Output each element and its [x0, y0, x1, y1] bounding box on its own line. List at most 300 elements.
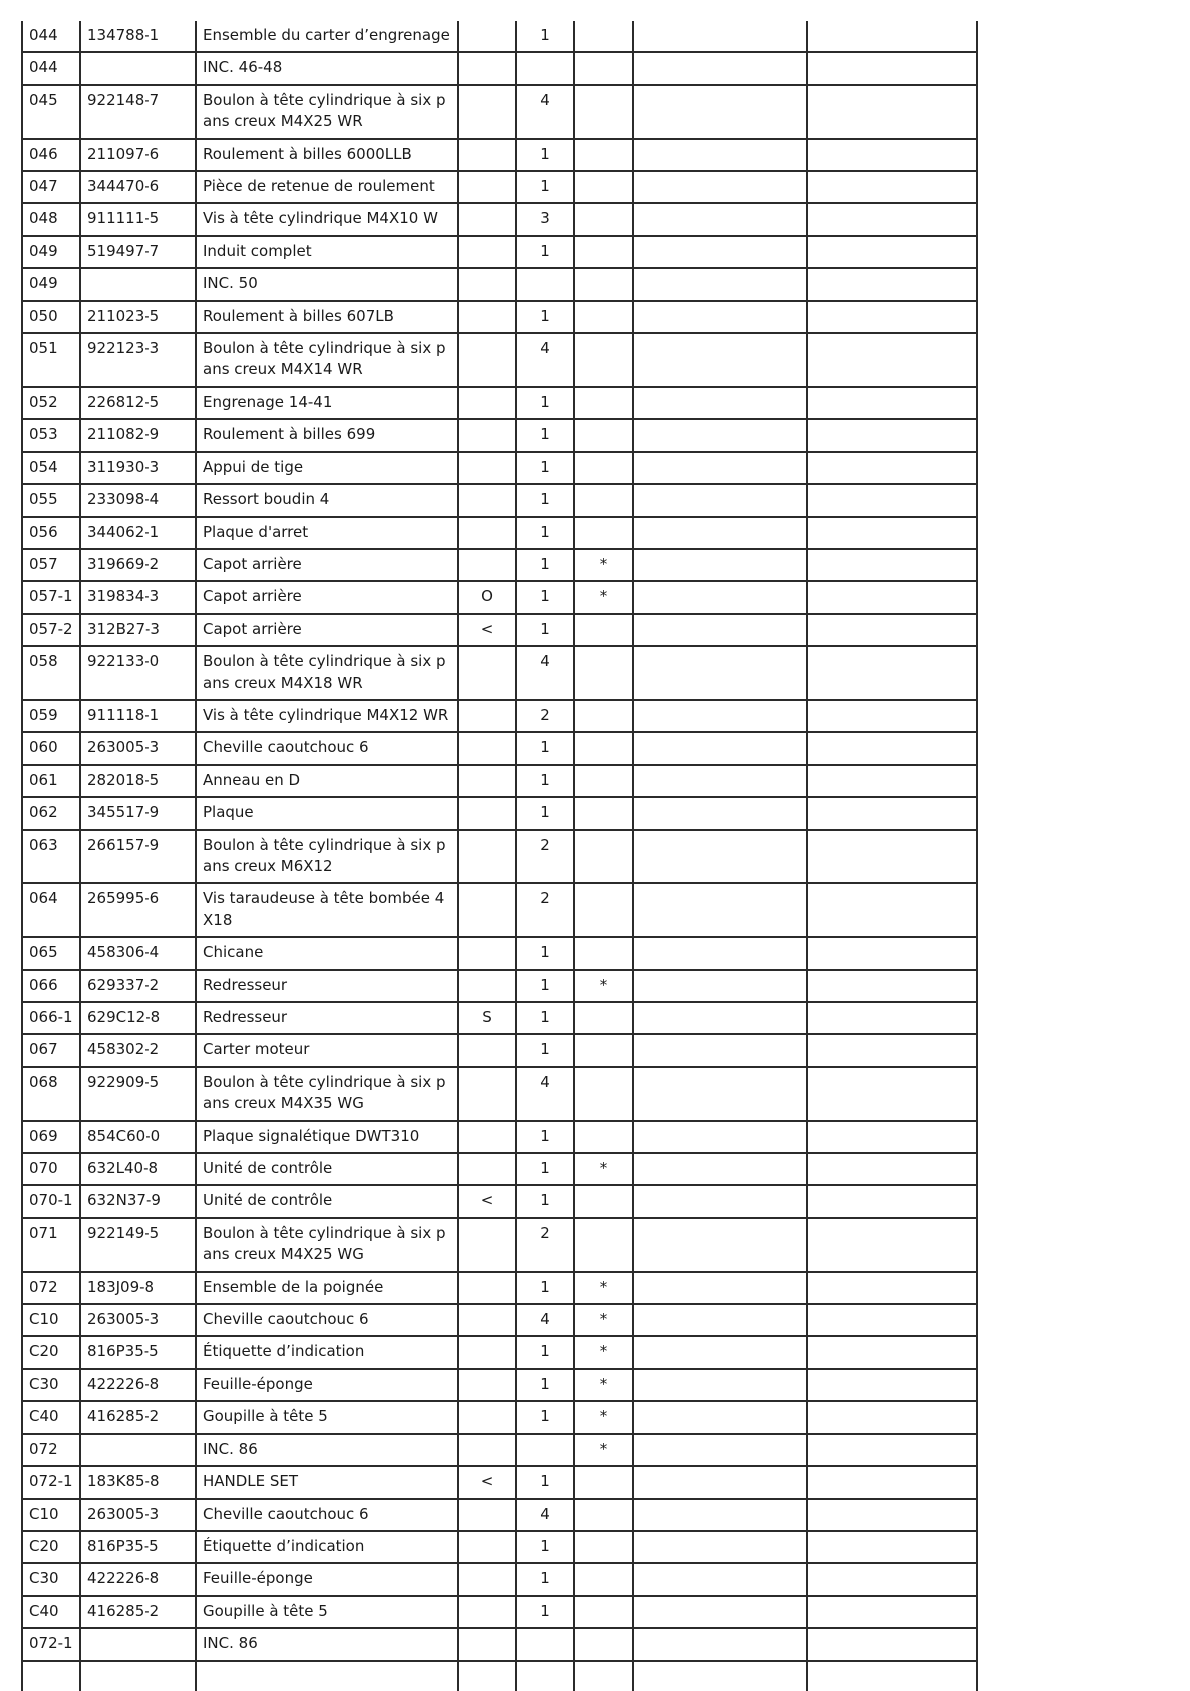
empty-cell [807, 1499, 977, 1531]
note-mark-cell [574, 1628, 633, 1660]
parts-table-body [22, 21, 977, 1691]
variant-mark-cell [458, 268, 516, 300]
table-row [22, 1466, 977, 1498]
variant-mark-cell [458, 970, 516, 1002]
empty-cell [807, 1002, 977, 1034]
part-number-cell: 211097-6 [80, 139, 196, 171]
variant-mark-cell [458, 85, 516, 139]
empty-cell [633, 139, 807, 171]
empty-cell [807, 517, 977, 549]
quantity-cell: 1 [516, 21, 574, 52]
part-number-cell: 233098-4 [80, 484, 196, 516]
empty-cell [633, 1185, 807, 1217]
quantity-cell: 4 [516, 85, 574, 139]
part-number-cell: 458306-4 [80, 937, 196, 969]
table-row [22, 1121, 977, 1153]
description-cell: Capot arrière [196, 614, 458, 646]
empty-cell [807, 1153, 977, 1185]
quantity-cell [516, 1434, 574, 1466]
quantity-cell: 1 [516, 517, 574, 549]
empty-cell [633, 1153, 807, 1185]
empty-cell [807, 1304, 977, 1336]
empty-cell [633, 797, 807, 829]
item-number-cell: 045 [22, 85, 80, 139]
table-row [22, 1628, 977, 1660]
variant-mark-cell: < [458, 1466, 516, 1498]
empty-cell [633, 1272, 807, 1304]
variant-mark-cell [458, 301, 516, 333]
item-number-cell: 070 [22, 1153, 80, 1185]
empty-cell [807, 1531, 977, 1563]
part-number-cell: 311930-3 [80, 452, 196, 484]
table-row [22, 646, 977, 700]
quantity-cell: 4 [516, 1304, 574, 1336]
description-cell: Roulement à billes 607LB [196, 301, 458, 333]
part-number-cell: 211082-9 [80, 419, 196, 451]
part-number-cell: 134788-1 [80, 21, 196, 52]
note-mark-cell [574, 700, 633, 732]
note-mark-cell [574, 1531, 633, 1563]
table-row [22, 1401, 977, 1433]
description-cell: INC. 46-48 [196, 52, 458, 84]
note-mark-cell [574, 419, 633, 451]
table-row [22, 1531, 977, 1563]
table-row [22, 1563, 977, 1595]
note-mark-cell [574, 139, 633, 171]
description-cell: Redresseur [196, 1002, 458, 1034]
empty-cell [633, 646, 807, 700]
note-mark-cell: * [574, 1401, 633, 1433]
description-cell: Boulon à tête cylindrique à six pans creux M4X18 WR [196, 646, 458, 700]
quantity-cell: 2 [516, 883, 574, 937]
description-cell: Vis à tête cylindrique M4X12 WR [196, 700, 458, 732]
part-number-cell: 922149-5 [80, 1218, 196, 1272]
table-row [22, 301, 977, 333]
variant-mark-cell [458, 484, 516, 516]
table-row [22, 1434, 977, 1466]
item-number-cell: 062 [22, 797, 80, 829]
note-mark-cell [574, 797, 633, 829]
quantity-cell: 2 [516, 700, 574, 732]
empty-cell [633, 765, 807, 797]
item-number-cell: C30 [22, 1369, 80, 1401]
empty-cell [807, 236, 977, 268]
quantity-cell: 1 [516, 1466, 574, 1498]
empty-cell [633, 333, 807, 387]
empty-cell [633, 387, 807, 419]
item-number-cell: 049 [22, 236, 80, 268]
empty-cell [633, 301, 807, 333]
empty-cell [633, 1531, 807, 1563]
quantity-cell: 1 [516, 549, 574, 581]
variant-mark-cell [458, 830, 516, 884]
empty-cell [633, 1628, 807, 1660]
variant-mark-cell [458, 732, 516, 764]
quantity-cell: 1 [516, 1401, 574, 1433]
empty-cell [633, 883, 807, 937]
table-row [22, 549, 977, 581]
item-number-cell: 054 [22, 452, 80, 484]
item-number-cell: 055 [22, 484, 80, 516]
part-number-cell [80, 1628, 196, 1660]
empty-cell [633, 1369, 807, 1401]
item-number-cell: C10 [22, 1304, 80, 1336]
quantity-cell: 1 [516, 452, 574, 484]
note-mark-cell: * [574, 1434, 633, 1466]
note-mark-cell [574, 1466, 633, 1498]
empty-cell [807, 1336, 977, 1368]
description-cell: Cheville caoutchouc 6 [196, 1304, 458, 1336]
empty-cell [807, 646, 977, 700]
part-number-cell: 458302-2 [80, 1034, 196, 1066]
part-number-cell: 312B27-3 [80, 614, 196, 646]
table-row [22, 883, 977, 937]
variant-mark-cell: O [458, 581, 516, 613]
part-number-cell: 282018-5 [80, 765, 196, 797]
empty-cell [807, 268, 977, 300]
item-number-cell: 058 [22, 646, 80, 700]
note-mark-cell: * [574, 549, 633, 581]
variant-mark-cell [458, 1401, 516, 1433]
table-row [22, 1596, 977, 1628]
item-number-cell: 052 [22, 387, 80, 419]
table-row [22, 1336, 977, 1368]
description-cell: INC. 86 [196, 1434, 458, 1466]
item-number-cell: C20 [22, 1531, 80, 1563]
quantity-cell: 1 [516, 301, 574, 333]
part-number-cell: 422226-8 [80, 1369, 196, 1401]
empty-cell [516, 1661, 574, 1691]
variant-mark-cell [458, 1336, 516, 1368]
part-number-cell: 211023-5 [80, 301, 196, 333]
variant-mark-cell [458, 203, 516, 235]
empty-cell [807, 203, 977, 235]
empty-cell [633, 1218, 807, 1272]
table-row-continuation [22, 1661, 977, 1691]
quantity-cell: 1 [516, 581, 574, 613]
item-number-cell: 063 [22, 830, 80, 884]
part-number-cell: 632L40-8 [80, 1153, 196, 1185]
table-row [22, 333, 977, 387]
empty-cell [633, 1121, 807, 1153]
empty-cell [574, 1661, 633, 1691]
empty-cell [807, 1185, 977, 1217]
item-number-cell: 066-1 [22, 1002, 80, 1034]
item-number-cell: 069 [22, 1121, 80, 1153]
description-cell: Boulon à tête cylindrique à six pans creux M4X25 WG [196, 1218, 458, 1272]
empty-cell [807, 1272, 977, 1304]
empty-cell [633, 52, 807, 84]
part-number-cell [80, 268, 196, 300]
description-cell: Ressort boudin 4 [196, 484, 458, 516]
part-number-cell: 422226-8 [80, 1563, 196, 1595]
quantity-cell: 2 [516, 830, 574, 884]
quantity-cell: 1 [516, 1369, 574, 1401]
empty-cell [807, 1434, 977, 1466]
quantity-cell: 1 [516, 236, 574, 268]
note-mark-cell [574, 484, 633, 516]
quantity-cell: 1 [516, 797, 574, 829]
empty-cell [633, 732, 807, 764]
note-mark-cell [574, 646, 633, 700]
note-mark-cell [574, 1499, 633, 1531]
part-number-cell: 266157-9 [80, 830, 196, 884]
table-row [22, 139, 977, 171]
empty-cell [807, 830, 977, 884]
table-row [22, 830, 977, 884]
part-number-cell: 263005-3 [80, 1304, 196, 1336]
quantity-cell: 4 [516, 1067, 574, 1121]
item-number-cell: C40 [22, 1401, 80, 1433]
note-mark-cell [574, 85, 633, 139]
note-mark-cell [574, 268, 633, 300]
item-number-cell: 067 [22, 1034, 80, 1066]
variant-mark-cell [458, 1304, 516, 1336]
variant-mark-cell [458, 52, 516, 84]
table-row [22, 268, 977, 300]
quantity-cell: 1 [516, 139, 574, 171]
note-mark-cell [574, 387, 633, 419]
table-row [22, 937, 977, 969]
part-number-cell: 319834-3 [80, 581, 196, 613]
table-row [22, 1218, 977, 1272]
part-number-cell: 911111-5 [80, 203, 196, 235]
quantity-cell: 1 [516, 1596, 574, 1628]
note-mark-cell: * [574, 1369, 633, 1401]
description-cell: Anneau en D [196, 765, 458, 797]
item-number-cell: 049 [22, 268, 80, 300]
item-number-cell: 072 [22, 1272, 80, 1304]
part-number-cell: 344062-1 [80, 517, 196, 549]
empty-cell [633, 1002, 807, 1034]
description-cell: Vis taraudeuse à tête bombée 4X18 [196, 883, 458, 937]
empty-cell [633, 614, 807, 646]
variant-mark-cell [458, 419, 516, 451]
parts-table [21, 21, 978, 1691]
quantity-cell: 1 [516, 1336, 574, 1368]
empty-cell [807, 21, 977, 52]
part-number-cell: 183K85-8 [80, 1466, 196, 1498]
part-number-cell: 816P35-5 [80, 1336, 196, 1368]
note-mark-cell [574, 301, 633, 333]
empty-cell [807, 1034, 977, 1066]
item-number-cell: 057-1 [22, 581, 80, 613]
empty-cell [633, 1661, 807, 1691]
empty-cell [633, 970, 807, 1002]
note-mark-cell [574, 517, 633, 549]
description-cell: INC. 86 [196, 1628, 458, 1660]
table-row [22, 732, 977, 764]
empty-cell [807, 700, 977, 732]
empty-cell [80, 1661, 196, 1691]
note-mark-cell [574, 830, 633, 884]
variant-mark-cell [458, 1034, 516, 1066]
quantity-cell [516, 52, 574, 84]
quantity-cell: 4 [516, 333, 574, 387]
table-row [22, 484, 977, 516]
variant-mark-cell [458, 797, 516, 829]
quantity-cell: 1 [516, 1121, 574, 1153]
table-row [22, 85, 977, 139]
note-mark-cell: * [574, 970, 633, 1002]
description-cell: Feuille-éponge [196, 1369, 458, 1401]
empty-cell [807, 1218, 977, 1272]
empty-cell [633, 1336, 807, 1368]
part-number-cell: 922133-0 [80, 646, 196, 700]
note-mark-cell: * [574, 1304, 633, 1336]
part-number-cell: 265995-6 [80, 883, 196, 937]
description-cell: Capot arrière [196, 581, 458, 613]
empty-cell [807, 614, 977, 646]
variant-mark-cell [458, 1272, 516, 1304]
empty-cell [807, 1401, 977, 1433]
variant-mark-cell [458, 517, 516, 549]
empty-cell [633, 452, 807, 484]
part-number-cell: 629C12-8 [80, 1002, 196, 1034]
empty-cell [633, 549, 807, 581]
empty-cell [633, 937, 807, 969]
variant-mark-cell [458, 139, 516, 171]
note-mark-cell [574, 1596, 633, 1628]
variant-mark-cell [458, 1499, 516, 1531]
empty-cell [807, 732, 977, 764]
variant-mark-cell [458, 1153, 516, 1185]
quantity-cell: 1 [516, 937, 574, 969]
table-row [22, 1002, 977, 1034]
empty-cell [807, 1596, 977, 1628]
empty-cell [633, 419, 807, 451]
part-number-cell: 344470-6 [80, 171, 196, 203]
note-mark-cell [574, 937, 633, 969]
quantity-cell: 4 [516, 1499, 574, 1531]
variant-mark-cell [458, 1628, 516, 1660]
description-cell: Cheville caoutchouc 6 [196, 1499, 458, 1531]
empty-cell [633, 1067, 807, 1121]
table-row [22, 614, 977, 646]
quantity-cell: 1 [516, 1272, 574, 1304]
empty-cell [633, 484, 807, 516]
table-row [22, 517, 977, 549]
variant-mark-cell [458, 700, 516, 732]
quantity-cell: 1 [516, 387, 574, 419]
part-number-cell: 416285-2 [80, 1401, 196, 1433]
description-cell: Boulon à tête cylindrique à six pans creux M4X35 WG [196, 1067, 458, 1121]
table-row [22, 1067, 977, 1121]
empty-cell [807, 85, 977, 139]
variant-mark-cell [458, 937, 516, 969]
variant-mark-cell: < [458, 614, 516, 646]
parts-list-sheet [21, 21, 976, 1691]
empty-cell [807, 970, 977, 1002]
part-number-cell: 922123-3 [80, 333, 196, 387]
item-number-cell: 047 [22, 171, 80, 203]
table-row [22, 52, 977, 84]
item-number-cell: 072-1 [22, 1628, 80, 1660]
empty-cell [807, 1067, 977, 1121]
quantity-cell: 1 [516, 1563, 574, 1595]
empty-cell [633, 21, 807, 52]
description-cell: INC. 50 [196, 268, 458, 300]
description-cell: Goupille à tête 5 [196, 1596, 458, 1628]
empty-cell [633, 203, 807, 235]
empty-cell [633, 1596, 807, 1628]
empty-cell [633, 1466, 807, 1498]
item-number-cell: 066 [22, 970, 80, 1002]
empty-cell [633, 171, 807, 203]
variant-mark-cell [458, 549, 516, 581]
empty-cell [196, 1661, 458, 1691]
note-mark-cell [574, 203, 633, 235]
description-cell: Goupille à tête 5 [196, 1401, 458, 1433]
table-row [22, 1369, 977, 1401]
description-cell: Boulon à tête cylindrique à six pans creux M6X12 [196, 830, 458, 884]
item-number-cell: 071 [22, 1218, 80, 1272]
table-row [22, 1185, 977, 1217]
item-number-cell: 057 [22, 549, 80, 581]
variant-mark-cell [458, 333, 516, 387]
quantity-cell: 2 [516, 1218, 574, 1272]
description-cell: Induit complet [196, 236, 458, 268]
empty-cell [807, 883, 977, 937]
note-mark-cell: * [574, 1153, 633, 1185]
empty-cell [807, 1563, 977, 1595]
empty-cell [807, 52, 977, 84]
item-number-cell: 057-2 [22, 614, 80, 646]
item-number-cell: 051 [22, 333, 80, 387]
part-number-cell: 816P35-5 [80, 1531, 196, 1563]
description-cell: Feuille-éponge [196, 1563, 458, 1595]
variant-mark-cell: S [458, 1002, 516, 1034]
part-number-cell: 922148-7 [80, 85, 196, 139]
empty-cell [633, 85, 807, 139]
empty-cell [807, 937, 977, 969]
description-cell: Boulon à tête cylindrique à six pans creux M4X14 WR [196, 333, 458, 387]
table-row [22, 236, 977, 268]
empty-cell [807, 171, 977, 203]
part-number-cell: 632N37-9 [80, 1185, 196, 1217]
table-row [22, 387, 977, 419]
quantity-cell: 1 [516, 484, 574, 516]
empty-cell [633, 1034, 807, 1066]
empty-cell [633, 1304, 807, 1336]
variant-mark-cell: < [458, 1185, 516, 1217]
item-number-cell: 072-1 [22, 1466, 80, 1498]
empty-cell [633, 1499, 807, 1531]
table-row [22, 452, 977, 484]
empty-cell [807, 549, 977, 581]
empty-cell [633, 517, 807, 549]
part-number-cell: 911118-1 [80, 700, 196, 732]
note-mark-cell [574, 614, 633, 646]
empty-cell [807, 581, 977, 613]
part-number-cell: 226812-5 [80, 387, 196, 419]
description-cell: Cheville caoutchouc 6 [196, 732, 458, 764]
variant-mark-cell [458, 1369, 516, 1401]
empty-cell [633, 700, 807, 732]
description-cell: Chicane [196, 937, 458, 969]
table-row [22, 1272, 977, 1304]
description-cell: Engrenage 14-41 [196, 387, 458, 419]
variant-mark-cell [458, 1531, 516, 1563]
part-number-cell: 854C60-0 [80, 1121, 196, 1153]
item-number-cell: 060 [22, 732, 80, 764]
item-number-cell: 059 [22, 700, 80, 732]
item-number-cell: 065 [22, 937, 80, 969]
variant-mark-cell [458, 1563, 516, 1595]
quantity-cell: 1 [516, 970, 574, 1002]
item-number-cell: 053 [22, 419, 80, 451]
item-number-cell: 048 [22, 203, 80, 235]
